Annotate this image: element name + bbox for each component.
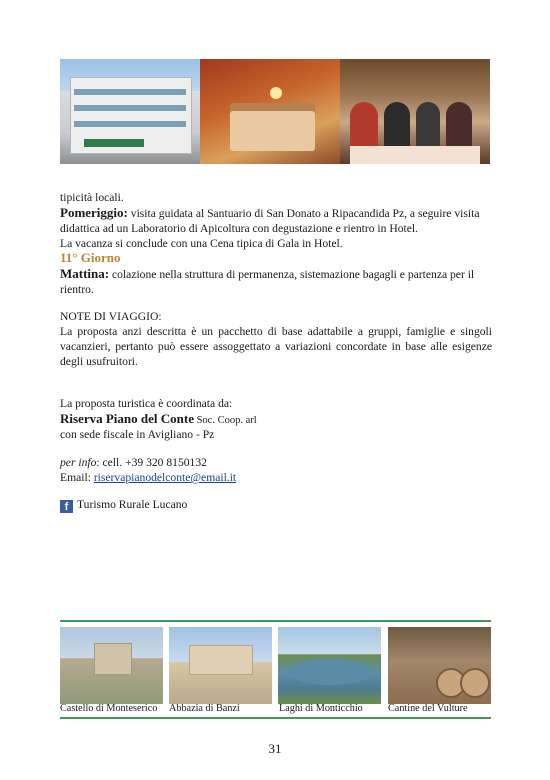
bottom-gallery: [60, 627, 491, 704]
morning-label: Mattina:: [60, 266, 110, 281]
hotel-exterior-photo: [60, 59, 200, 164]
lamp: [270, 87, 282, 99]
day-title-text: 11° Giorno: [60, 250, 121, 265]
gallery-caption: Laghi di Monticchio: [279, 703, 363, 714]
gala-dinner-photo: [340, 59, 490, 164]
afternoon-label: Pomeriggio:: [60, 205, 128, 220]
organization-type: Soc. Coop. arl: [193, 415, 257, 426]
closing-text: La vacanza si conclude con una Cena tipica di Gala in Hotel.: [60, 237, 343, 251]
gallery-caption: Castello di Monteserico: [60, 703, 158, 714]
organization-name: Riserva Piano del Conte: [60, 411, 194, 426]
phone-number: : cell. +39 320 8150132: [96, 456, 207, 469]
facebook-line[interactable]: [60, 497, 492, 513]
facebook-icon[interactable]: f: [60, 500, 73, 513]
buffet-table: [350, 146, 480, 164]
hotel-balcony-row: [74, 121, 186, 127]
barrel-shape: [460, 668, 490, 698]
banzi-abbey-photo: [169, 627, 272, 704]
notes-text: La proposta anzi descritta è un pacchetto di base adattabile a gruppi, famiglie e singoli vacanzieri, pertanto può essere assoggettato a variazioni concordate in base alle esigenze degli usufruitori.: [60, 325, 492, 369]
monteserico-castle-photo: [60, 627, 163, 704]
continued-line: tipicità locali.: [60, 191, 124, 204]
hotel-awning: [84, 139, 144, 147]
morning-paragraph: [60, 266, 492, 297]
notes-title: [60, 309, 492, 324]
lake-shape: [288, 659, 372, 685]
top-photo-strip: [60, 59, 490, 164]
bottom-divider: [60, 717, 491, 719]
email-label: Email:: [60, 471, 94, 484]
abbey-shape: [189, 645, 253, 675]
castle-shape: [94, 643, 132, 675]
monticchio-lakes-photo: [278, 627, 381, 704]
contact-intro: La proposta turistica è coordinata da:: [60, 397, 233, 410]
top-divider: [60, 620, 491, 622]
continued-text: [60, 190, 492, 205]
vulture-wine-cellar-photo: [388, 627, 491, 704]
fiscal-seat: con sede fiscale in Avigliano - Pz: [60, 428, 215, 441]
afternoon-text: visita guidata al Santuario di San Donato a Ripacandida Pz, a seguire visita didattica ad un Laboratorio di Apicoltura con degustazione e rientro in Hotel.: [60, 207, 480, 236]
hotel-balcony-row: [74, 105, 186, 111]
afternoon-paragraph: [60, 205, 492, 252]
info-label: per info: [60, 456, 97, 469]
email-line: [60, 470, 492, 485]
day-title: [60, 250, 492, 266]
bed: [230, 111, 315, 151]
morning-text: colazione nella struttura di permanenza, sistemazione bagagli e partenza per il rientro.: [60, 268, 475, 297]
gallery-caption: Cantine del Vulture: [388, 703, 468, 714]
organization-line: [60, 411, 492, 428]
hotel-bedroom-photo: [200, 59, 340, 164]
hotel-balcony-row: [74, 89, 186, 95]
email-link[interactable]: riservapianodelconte@email.it: [93, 471, 237, 484]
notes-title-text: NOTE DI VIAGGIO:: [60, 310, 162, 323]
page-number: 31: [268, 741, 282, 756]
gallery-caption: Abbazia di Banzi: [169, 703, 240, 714]
phone-line: [60, 455, 492, 470]
facebook-page-name: Turismo Rurale Lucano: [77, 498, 188, 511]
